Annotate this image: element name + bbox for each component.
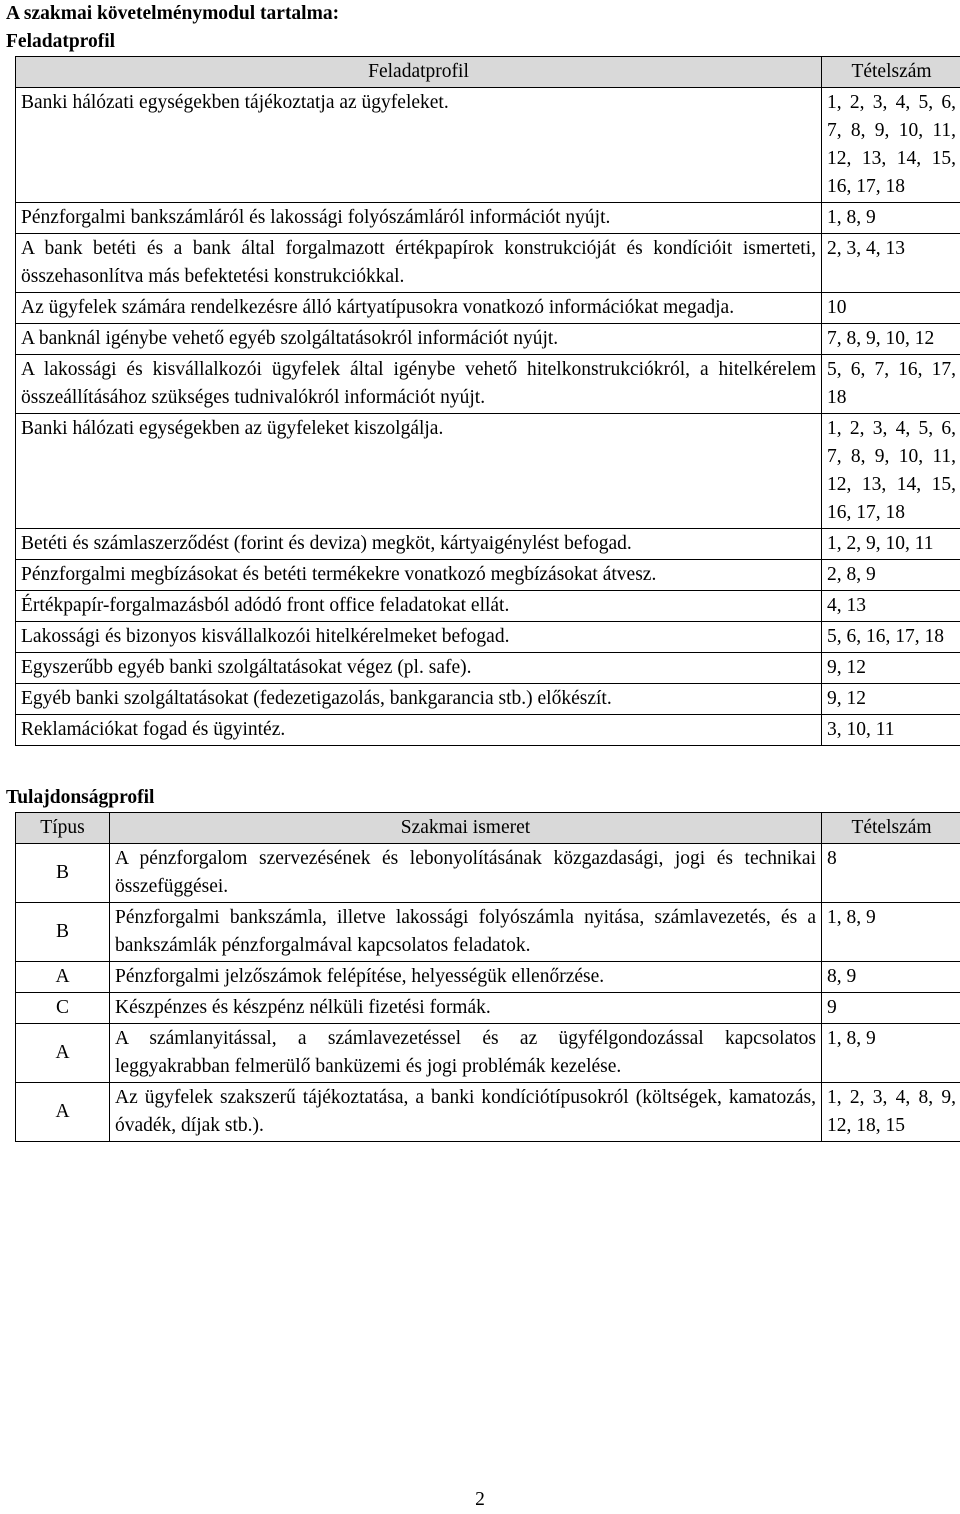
task-cell: Egyéb banki szolgáltatásokat (fedezetigazolás, bankgarancia stb.) előkészít. (16, 684, 822, 715)
task-cell: Betéti és számlaszerződést (forint és deviza) megköt, kártyaigénylést befogad. (16, 529, 822, 560)
table-row (16, 844, 960, 903)
table-row (16, 1024, 960, 1083)
header-type: Típus (16, 813, 110, 844)
type-cell: A (16, 1083, 110, 1142)
item-number-cell: 4, 13 (822, 591, 960, 622)
item-number-cell: 1, 2, 3, 4, 5, 6, 7, 8, 9, 10, 11, 12, 13, 14, 15, 16, 17, 18 (822, 88, 960, 203)
table-row (16, 88, 960, 203)
task-profile-heading: Feladatprofil (6, 28, 960, 56)
task-cell: A bank betéti és a bank által forgalmazott értékpapírok konstrukcióját és kondícióit ismerteti, összehasonlítva más befektetési konstrukciókkal. (16, 234, 822, 293)
table-row (16, 993, 960, 1024)
task-cell: Értékpapír-forgalmazásból adódó front office feladatokat ellát. (16, 591, 822, 622)
item-number-cell: 10 (822, 293, 960, 324)
type-cell: A (16, 962, 110, 993)
table-header-row (16, 57, 960, 88)
task-cell: Reklamációkat fogad és ügyintéz. (16, 715, 822, 746)
item-number-cell: 8, 9 (822, 962, 960, 993)
knowledge-cell: A számlanyitással, a számlavezetéssel és az ügyfélgondozással kapcsolatos leggyakrabban felmerülő banküzemi és jogi problémák kezelése. (110, 1024, 822, 1083)
task-cell: Egyszerűbb egyéb banki szolgáltatásokat végez (pl. safe). (16, 653, 822, 684)
knowledge-cell: Az ügyfelek szakszerű tájékoztatása, a banki kondíciótípusokról (költségek, kamatozás, óvadék, díjak stb.). (110, 1083, 822, 1142)
item-number-cell: 2, 3, 4, 13 (822, 234, 960, 293)
attribute-profile-table (15, 812, 960, 1142)
task-cell: Banki hálózati egységekben az ügyfeleket kiszolgálja. (16, 414, 822, 529)
item-number-cell: 8 (822, 844, 960, 903)
task-cell: Banki hálózati egységekben tájékoztatja az ügyfeleket. (16, 88, 822, 203)
table-row (16, 234, 960, 293)
module-content-heading: A szakmai követelménymodul tartalma: (6, 0, 960, 28)
table-row (16, 293, 960, 324)
table-row (16, 355, 960, 414)
table-row (16, 684, 960, 715)
table-row (16, 962, 960, 993)
knowledge-cell: A pénzforgalom szervezésének és lebonyolításának közgazdasági, jogi és technikai összefüggései. (110, 844, 822, 903)
table-row (16, 1083, 960, 1142)
table-row (16, 653, 960, 684)
task-cell: Pénzforgalmi bankszámláról és lakossági folyószámláról információt nyújt. (16, 203, 822, 234)
knowledge-cell: Készpénzes és készpénz nélküli fizetési formák. (110, 993, 822, 1024)
type-cell: B (16, 903, 110, 962)
item-number-cell: 1, 8, 9 (822, 1024, 960, 1083)
header-task-profile: Feladatprofil (16, 57, 822, 88)
header-knowledge: Szakmai ismeret (110, 813, 822, 844)
item-number-cell: 9, 12 (822, 653, 960, 684)
table-row (16, 560, 960, 591)
table-row (16, 591, 960, 622)
table-header-row (16, 813, 960, 844)
task-cell: Lakossági és bizonyos kisvállalkozói hitelkérelmeket befogad. (16, 622, 822, 653)
header-item-number: Tételszám (822, 57, 960, 88)
item-number-cell: 3, 10, 11 (822, 715, 960, 746)
document-page (6, 0, 960, 1142)
table-row (16, 715, 960, 746)
table-row (16, 622, 960, 653)
item-number-cell: 5, 6, 16, 17, 18 (822, 622, 960, 653)
task-profile-table (15, 56, 960, 746)
page-number: 2 (0, 1486, 960, 1514)
item-number-cell: 9 (822, 993, 960, 1024)
header-item-number: Tételszám (822, 813, 960, 844)
type-cell: B (16, 844, 110, 903)
task-cell: A banknál igénybe vehető egyéb szolgáltatásokról információt nyújt. (16, 324, 822, 355)
table-row (16, 324, 960, 355)
task-cell: Az ügyfelek számára rendelkezésre álló kártyatípusokra vonatkozó információkat megadja. (16, 293, 822, 324)
knowledge-cell: Pénzforgalmi jelzőszámok felépítése, helyességük ellenőrzése. (110, 962, 822, 993)
item-number-cell: 1, 8, 9 (822, 203, 960, 234)
task-cell: Pénzforgalmi megbízásokat és betéti termékekre vonatkozó megbízásokat átvesz. (16, 560, 822, 591)
type-cell: C (16, 993, 110, 1024)
item-number-cell: 1, 2, 3, 4, 5, 6, 7, 8, 9, 10, 11, 12, 13, 14, 15, 16, 17, 18 (822, 414, 960, 529)
item-number-cell: 7, 8, 9, 10, 12 (822, 324, 960, 355)
item-number-cell: 2, 8, 9 (822, 560, 960, 591)
table-row (16, 529, 960, 560)
table-row (16, 414, 960, 529)
knowledge-cell: Pénzforgalmi bankszámla, illetve lakossági folyószámla nyitása, számlavezetés, és a bankszámlák pénzforgalmával kapcsolatos feladatok. (110, 903, 822, 962)
item-number-cell: 1, 2, 3, 4, 8, 9, 12, 18, 15 (822, 1083, 960, 1142)
attribute-profile-heading: Tulajdonságprofil (6, 784, 960, 812)
table-row (16, 903, 960, 962)
item-number-cell: 5, 6, 7, 16, 17, 18 (822, 355, 960, 414)
type-cell: A (16, 1024, 110, 1083)
item-number-cell: 1, 8, 9 (822, 903, 960, 962)
item-number-cell: 9, 12 (822, 684, 960, 715)
item-number-cell: 1, 2, 9, 10, 11 (822, 529, 960, 560)
table-row (16, 203, 960, 234)
task-cell: A lakossági és kisvállalkozói ügyfelek által igénybe vehető hitelkonstrukciókról, a hitelkérelem összeállításához szükséges tudnivalókról információt nyújt. (16, 355, 822, 414)
